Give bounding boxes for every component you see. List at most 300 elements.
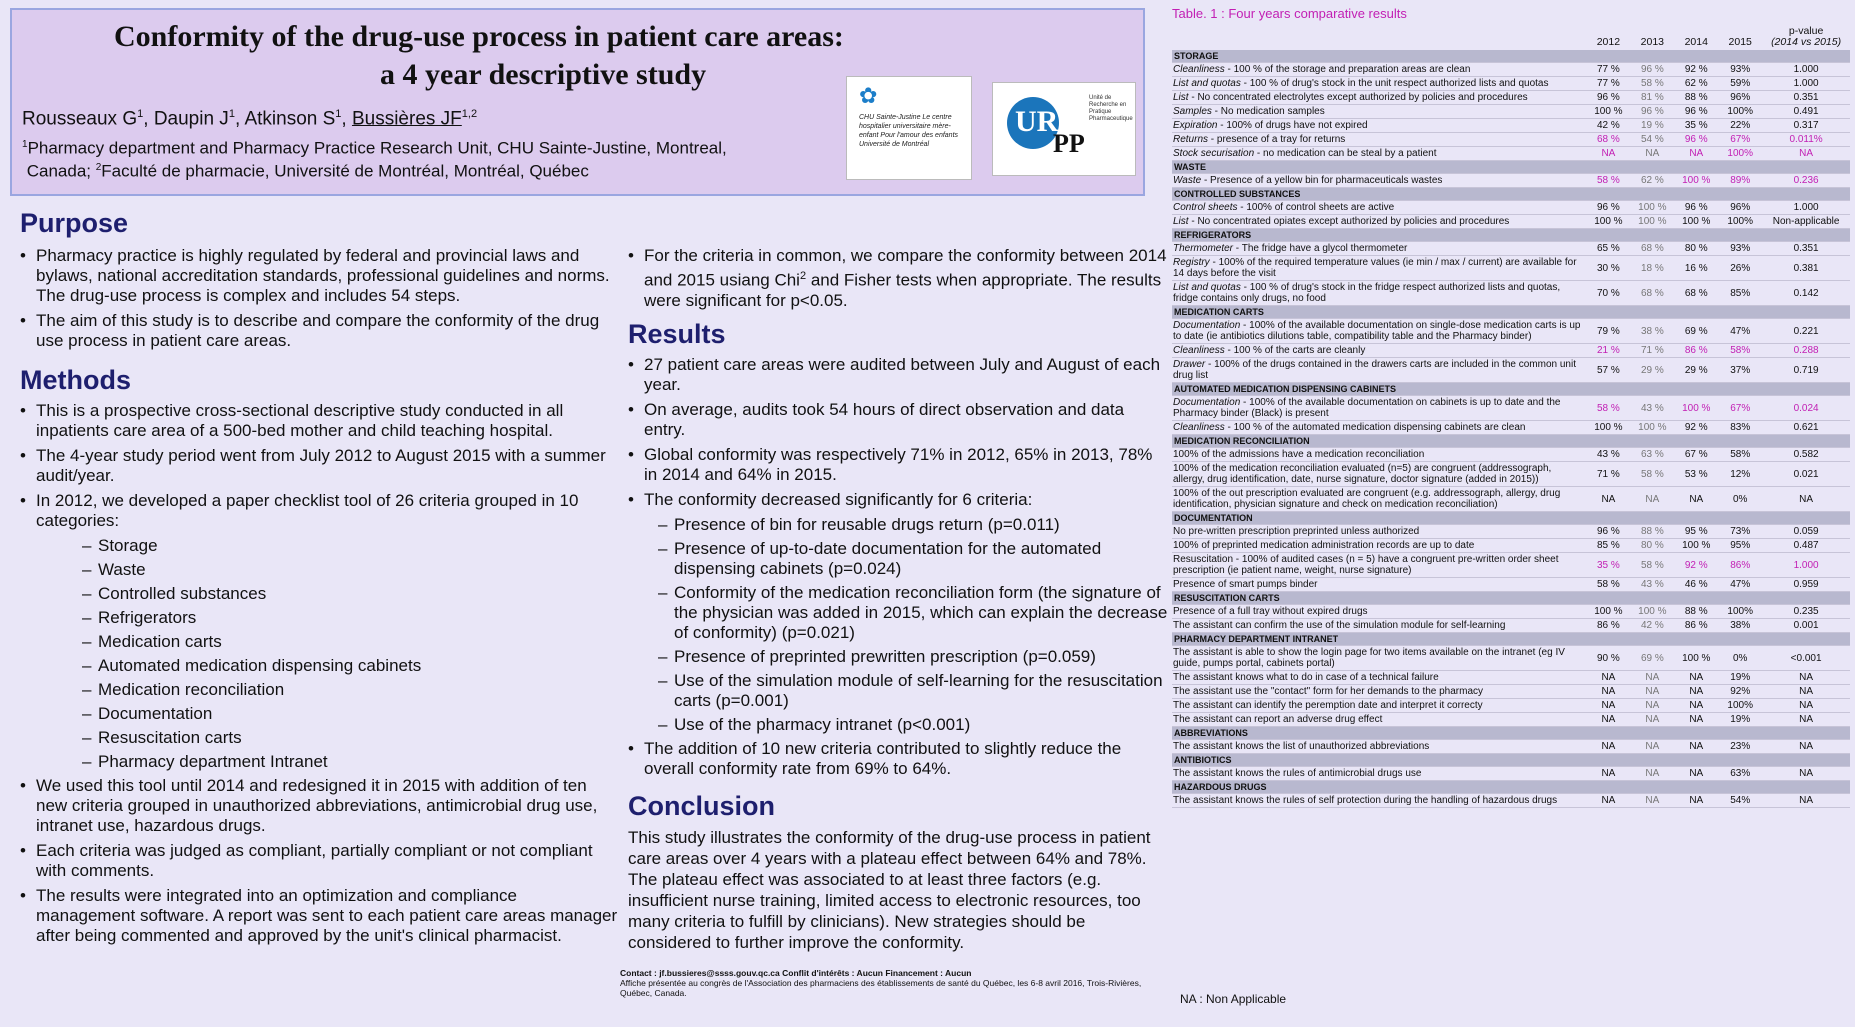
table-row [1172, 671, 1850, 685]
criterion-description: - 100 % of the storage and preparation areas are clean [1224, 64, 1471, 75]
criterion-description: The assistant knows the rules of self protection during the handling of hazardous drugs [1173, 795, 1558, 806]
table-category-row [1172, 435, 1850, 448]
criterion-description: - presence of a tray for returns [1208, 134, 1346, 145]
criterion-title: Control sheets [1173, 202, 1238, 213]
value-cell-2012: NA [1586, 794, 1630, 808]
category-label: ABBREVIATIONS [1172, 727, 1850, 740]
criterion-cell [1172, 358, 1586, 383]
author-3-sup: 1 [335, 108, 342, 120]
pvalue-cell: NA [1762, 699, 1850, 713]
value-cell-2015: 100% [1718, 147, 1762, 161]
value-cell-2015: 100% [1718, 699, 1762, 713]
table-row [1172, 91, 1850, 105]
value-cell-2015: 100% [1718, 215, 1762, 229]
value-cell-2014: NA [1674, 685, 1718, 699]
value-cell-2014: NA [1674, 713, 1718, 727]
contact-line-2: Affiche présentée au congrès de l'Association des pharmaciens des établissements de santé du Québec, les 6-8 avril 2016, Trois-Rivières, Québec, Canada. [620, 978, 1142, 998]
table-category-row [1172, 781, 1850, 794]
poster-header [10, 8, 1145, 196]
category-label: STORAGE [1172, 50, 1850, 63]
value-cell-2012: 100 % [1586, 215, 1630, 229]
criterion-title: List [1173, 92, 1189, 103]
pvalue-cell: NA [1762, 147, 1850, 161]
value-cell-2013: 58 % [1630, 553, 1674, 578]
methods-bullet: • The results were integrated into an optimization and compliance management software. A report was sent to each patient care areas manager after being commented and approved by the unit's clinical pharmacist. [20, 886, 620, 946]
criterion-cell [1172, 671, 1586, 685]
criterion-description: The assistant knows the rules of antimicrobial drugs use [1173, 768, 1422, 779]
criterion-description: 100% of preprinted medication administration records are up to date [1173, 540, 1475, 551]
criterion-cell [1172, 767, 1586, 781]
results-bullet: • On average, audits took 54 hours of direct observation and data entry. [628, 400, 1168, 440]
pvalue-cell: 1.000 [1762, 553, 1850, 578]
criterion-cell [1172, 699, 1586, 713]
value-cell-2013: 96 % [1630, 63, 1674, 77]
value-cell-2013: 43 % [1630, 396, 1674, 421]
criterion-cell [1172, 578, 1586, 592]
author-2-sup: 1 [228, 108, 235, 120]
value-cell-2012: 71 % [1586, 462, 1630, 487]
conclusion-text: This study illustrates the conformity of the drug-use process in patient care areas over 4 years with a plateau effect between 64% and 78%. The plateau effect was associated to at least three factors (e.g. insufficient nurse training, limited access to electronic resources, too many criteria to fulfill by clinicians). New strategies should be considered to further improve the conformity. [628, 827, 1151, 952]
table-category-row [1172, 229, 1850, 242]
methods-bullet: • Each criteria was judged as compliant, partially compliant or not compliant with comments. [20, 841, 620, 881]
criterion-description: - 100 % of the carts are cleanly [1224, 345, 1366, 356]
logo1-text: CHU Sainte-Justine Le centre hospitalier universitaire mère-enfant Pour l'amour des enfants Université de Montréal [859, 114, 959, 148]
pvalue-cell: 0.235 [1762, 605, 1850, 619]
table-category-row [1172, 592, 1850, 605]
value-cell-2013: 68 % [1630, 242, 1674, 256]
criterion-cell [1172, 319, 1586, 344]
category-item: – Automated medication dispensing cabinets [82, 656, 620, 676]
value-cell-2014: 96 % [1674, 201, 1718, 215]
criterion-title: Cleanliness [1173, 345, 1225, 356]
table-row [1172, 396, 1850, 421]
criterion-cell [1172, 91, 1586, 105]
header-pvalue [1762, 24, 1850, 50]
value-cell-2015: 96% [1718, 91, 1762, 105]
contact-info [620, 968, 1160, 998]
criterion-description: - 100% of drugs have not expired [1217, 120, 1368, 131]
value-cell-2012: NA [1586, 487, 1630, 512]
value-cell-2014: 88 % [1674, 605, 1718, 619]
title-line-2: a 4 year descriptive study [380, 58, 707, 91]
criterion-description: The assistant is able to show the login page for two items available on the intranet (eg IV guide, pumps portal, cabinets portal) [1173, 647, 1565, 669]
category-label: WASTE [1172, 161, 1850, 174]
author-list: Rousseaux $G^1$, Daupin $J^1$, Atkinson $S^1$, Bussières JF$^{1,2}$ [22, 108, 478, 130]
purpose-heading: Purpose [20, 208, 129, 238]
methods-bullet: • In 2012, we developed a paper checklist tool of 26 criteria grouped in 10 categories: [20, 491, 620, 531]
value-cell-2015: 47% [1718, 578, 1762, 592]
results-bullet: • Global conformity was respectively 71% in 2012, 65% in 2013, 78% in 2014 and 64% in 2015. [628, 445, 1168, 485]
value-cell-2013: 18 % [1630, 256, 1674, 281]
value-cell-2015: 93% [1718, 63, 1762, 77]
table-row [1172, 319, 1850, 344]
table-row [1172, 605, 1850, 619]
value-cell-2012: 77 % [1586, 77, 1630, 91]
pvalue-cell: 1.000 [1762, 63, 1850, 77]
value-cell-2012: NA [1586, 740, 1630, 754]
criterion-description: No pre-written prescription preprinted unless authorized [1173, 526, 1420, 537]
category-item: – Waste [82, 560, 620, 580]
table-caption: Table. 1 : Four years comparative results [1172, 6, 1407, 21]
criterion-description: The assistant knows what to do in case of a technical failure [1173, 672, 1439, 683]
table-category-row [1172, 383, 1850, 396]
header-pvalue-label: p-value [1788, 25, 1824, 37]
methods-bullet: • We used this tool until 2014 and redesigned it in 2015 with addition of ten new criteria grouped in unauthorized abbreviations, antimicrobial drug use, intranet use, hazardous drugs. [20, 776, 620, 836]
criterion-cell [1172, 281, 1586, 306]
table-row [1172, 147, 1850, 161]
table-row [1172, 713, 1850, 727]
title-line-1: Conformity of the drug-use process in patient care areas: [114, 20, 844, 53]
author-3: Atkinson S [244, 108, 336, 130]
criterion-description: 100% of the out prescription evaluated are congruent (e.g. addressograph, allergy, drug identification, physician signature and check on medication reconciliation) [1173, 488, 1561, 510]
criterion-description: - 100 % of the automated medication dispensing cabinets are clean [1224, 422, 1526, 433]
table-category-row [1172, 188, 1850, 201]
table-row [1172, 242, 1850, 256]
pvalue-cell: NA [1762, 740, 1850, 754]
value-cell-2012: 96 % [1586, 91, 1630, 105]
value-cell-2014: NA [1674, 767, 1718, 781]
pvalue-cell: NA [1762, 713, 1850, 727]
value-cell-2012: NA [1586, 699, 1630, 713]
criterion-title: Expiration [1173, 120, 1218, 131]
value-cell-2014: NA [1674, 671, 1718, 685]
criterion-cell [1172, 133, 1586, 147]
pvalue-cell: 1.000 [1762, 77, 1850, 91]
value-cell-2012: NA [1586, 713, 1630, 727]
stats-list [628, 246, 1168, 311]
criterion-cell [1172, 201, 1586, 215]
value-cell-2014: 46 % [1674, 578, 1718, 592]
criterion-description: - no medication can be steal by a patient [1254, 148, 1437, 159]
value-cell-2012: 57 % [1586, 358, 1630, 383]
value-cell-2012: NA [1586, 671, 1630, 685]
value-cell-2013: 38 % [1630, 319, 1674, 344]
criterion-title: Cleanliness [1173, 422, 1225, 433]
category-item: – Pharmacy department Intranet [82, 752, 620, 772]
value-cell-2015: 54% [1718, 794, 1762, 808]
criterion-description: The assistant knows the list of unauthorized abbreviations [1173, 741, 1430, 752]
value-cell-2014: 35 % [1674, 119, 1718, 133]
value-cell-2014: 88 % [1674, 91, 1718, 105]
value-cell-2014: 100 % [1674, 174, 1718, 188]
criterion-cell [1172, 396, 1586, 421]
value-cell-2012: 100 % [1586, 605, 1630, 619]
value-cell-2014: 69 % [1674, 319, 1718, 344]
value-cell-2013: NA [1630, 147, 1674, 161]
pvalue-cell: 0.021 [1762, 462, 1850, 487]
table-row [1172, 539, 1850, 553]
value-cell-2015: 100% [1718, 105, 1762, 119]
stats-bullet [628, 246, 1168, 311]
criterion-title: List and quotas [1173, 282, 1241, 293]
header-2012: 2012 [1596, 36, 1621, 48]
value-cell-2012: NA [1586, 147, 1630, 161]
criteria-item: – Presence of bin for reusable drugs return (p=0.011) [658, 515, 1168, 535]
value-cell-2012: 68 % [1586, 133, 1630, 147]
affil-1-sup: 1 [22, 139, 28, 150]
value-cell-2015: 73% [1718, 525, 1762, 539]
criterion-cell [1172, 77, 1586, 91]
value-cell-2012: 79 % [1586, 319, 1630, 344]
criterion-description: - 100% of the available documentation on single-dose medication carts is up to date (ie antibiotics dilutions table, compatibility table and the Pharmacy binder) [1173, 320, 1581, 342]
table-category-row [1172, 512, 1850, 525]
table-row [1172, 358, 1850, 383]
value-cell-2015: 100% [1718, 605, 1762, 619]
criterion-description: - 100% of the available documentation on cabinets is up to date and the Pharmacy binder (Black) is present [1173, 397, 1561, 419]
affiliations [22, 135, 862, 180]
criterion-cell [1172, 619, 1586, 633]
pvalue-cell: Non-applicable [1762, 215, 1850, 229]
category-label: REFRIGERATORS [1172, 229, 1850, 242]
value-cell-2013: 19 % [1630, 119, 1674, 133]
value-cell-2015: 63% [1718, 767, 1762, 781]
value-cell-2015: 96% [1718, 201, 1762, 215]
author-2: Daupin J [153, 108, 229, 130]
criterion-cell [1172, 242, 1586, 256]
pvalue-cell: 0.221 [1762, 319, 1850, 344]
middle-column [628, 246, 1168, 953]
criterion-cell [1172, 448, 1586, 462]
criterion-title: Stock securisation [1173, 148, 1255, 159]
criterion-cell [1172, 553, 1586, 578]
criterion-cell [1172, 256, 1586, 281]
value-cell-2014: 86 % [1674, 619, 1718, 633]
table-category-row [1172, 306, 1850, 319]
criterion-description: Presence of a full tray without expired drugs [1173, 606, 1368, 617]
criterion-description: The assistant can confirm the use of the simulation module for self-learning [1173, 620, 1506, 631]
conclusion-heading: Conclusion [628, 790, 775, 821]
pvalue-cell: NA [1762, 767, 1850, 781]
methods-bullet: • The 4-year study period went from July 2012 to August 2015 with a summer audit/year. [20, 446, 620, 486]
results-bullet: • 27 patient care areas were audited between July and August of each year. [628, 355, 1168, 395]
criterion-cell [1172, 487, 1586, 512]
value-cell-2015: 37% [1718, 358, 1762, 383]
pvalue-cell: 0.582 [1762, 448, 1850, 462]
value-cell-2012: NA [1586, 685, 1630, 699]
category-label: AUTOMATED MEDICATION DISPENSING CABINETS [1172, 383, 1850, 396]
criteria-item: – Presence of preprinted prewritten prescription (p=0.059) [658, 647, 1168, 667]
affil-2-sup: 2 [95, 161, 102, 173]
criterion-title: Documentation [1173, 320, 1241, 331]
value-cell-2012: 43 % [1586, 448, 1630, 462]
table-row [1172, 421, 1850, 435]
table-row [1172, 119, 1850, 133]
results-table-panel [1172, 6, 1852, 808]
criterion-cell [1172, 421, 1586, 435]
pvalue-cell: 0.621 [1762, 421, 1850, 435]
value-cell-2014: NA [1674, 794, 1718, 808]
criterion-title: Registry [1173, 257, 1210, 268]
logo-pp-letters: PP [1053, 129, 1085, 158]
table-row [1172, 133, 1850, 147]
affil-2: Faculté de pharmacie, Université de Montréal, Montréal, Québec [101, 161, 589, 181]
table-row [1172, 578, 1850, 592]
table-row [1172, 174, 1850, 188]
value-cell-2014: 100 % [1674, 396, 1718, 421]
pvalue-cell: NA [1762, 794, 1850, 808]
results-heading: Results [628, 318, 726, 349]
pvalue-cell: 0.317 [1762, 119, 1850, 133]
criterion-title: Documentation [1173, 397, 1241, 408]
value-cell-2015: 26% [1718, 256, 1762, 281]
pvalue-cell: 0.011% [1762, 133, 1850, 147]
methods-heading: Methods [20, 365, 131, 395]
value-cell-2015: 83% [1718, 421, 1762, 435]
criterion-description: - 100 % of drug's stock in the fridge respect authorized lists and quotas, fridge contains only drugs, no food [1173, 282, 1561, 304]
criterion-title: Drawer [1173, 359, 1206, 370]
category-label: HAZARDOUS DRUGS [1172, 781, 1850, 794]
value-cell-2012: 85 % [1586, 539, 1630, 553]
category-label: MEDICATION CARTS [1172, 306, 1850, 319]
chu-sainte-justine-logo [846, 76, 972, 180]
value-cell-2015: 0% [1718, 646, 1762, 671]
value-cell-2012: 58 % [1586, 174, 1630, 188]
pvalue-cell: 0.491 [1762, 105, 1850, 119]
table-category-row [1172, 50, 1850, 63]
purpose-bullet: • The aim of this study is to describe and compare the conformity of the drug use process in patient care areas. [20, 311, 620, 351]
value-cell-2014: NA [1674, 740, 1718, 754]
value-cell-2015: 47% [1718, 319, 1762, 344]
value-cell-2012: 58 % [1586, 578, 1630, 592]
value-cell-2012: 58 % [1586, 396, 1630, 421]
table-body [1172, 50, 1850, 808]
table-row [1172, 646, 1850, 671]
criterion-cell [1172, 344, 1586, 358]
criterion-description: - 100% of the drugs contained in the drawers carts are included in the common unit drug list [1173, 359, 1576, 381]
category-label: PHARMACY DEPARTMENT INTRANET [1172, 633, 1850, 646]
criterion-cell [1172, 147, 1586, 161]
value-cell-2014: 92 % [1674, 553, 1718, 578]
criterion-description: - No concentrated opiates except authorized by policies and procedures [1188, 216, 1510, 227]
category-item: – Resuscitation carts [82, 728, 620, 748]
value-cell-2014: 100 % [1674, 646, 1718, 671]
criterion-cell [1172, 539, 1586, 553]
value-cell-2013: 58 % [1630, 77, 1674, 91]
stats-sup: 2 [799, 270, 807, 282]
table-row [1172, 215, 1850, 229]
pvalue-cell: 0.487 [1762, 539, 1850, 553]
criterion-description: - 100 % of drug's stock in the unit respect authorized lists and quotas [1240, 78, 1549, 89]
value-cell-2012: 70 % [1586, 281, 1630, 306]
author-1-sup: 1 [137, 108, 144, 120]
category-label: ANTIBIOTICS [1172, 754, 1850, 767]
value-cell-2013: 68 % [1630, 281, 1674, 306]
value-cell-2013: NA [1630, 487, 1674, 512]
value-cell-2013: NA [1630, 685, 1674, 699]
value-cell-2012: 42 % [1586, 119, 1630, 133]
value-cell-2014: 86 % [1674, 344, 1718, 358]
urpp-logo [992, 82, 1136, 176]
value-cell-2013: 100 % [1630, 605, 1674, 619]
table-row [1172, 63, 1850, 77]
category-label: DOCUMENTATION [1172, 512, 1850, 525]
criterion-cell [1172, 174, 1586, 188]
value-cell-2012: 35 % [1586, 553, 1630, 578]
table-row [1172, 740, 1850, 754]
value-cell-2012: 30 % [1586, 256, 1630, 281]
table-row [1172, 344, 1850, 358]
criterion-description: The assistant can report an adverse drug effect [1173, 714, 1383, 725]
criterion-cell [1172, 646, 1586, 671]
criterion-description: Presence of smart pumps binder [1173, 579, 1318, 590]
value-cell-2013: 42 % [1630, 619, 1674, 633]
criterion-title: Thermometer [1173, 243, 1234, 254]
criteria-item: – Conformity of the medication reconciliation form (the signature of the physician was added in 2015, which can explain the decrease of conformity) (p=0.021) [658, 583, 1168, 643]
value-cell-2014: 29 % [1674, 358, 1718, 383]
value-cell-2012: 96 % [1586, 525, 1630, 539]
header-2014: 2014 [1684, 36, 1708, 48]
value-cell-2012: NA [1586, 767, 1630, 781]
table-category-row [1172, 633, 1850, 646]
category-label: MEDICATION RECONCILIATION [1172, 435, 1850, 448]
value-cell-2014: 53 % [1674, 462, 1718, 487]
author-4: Bussières JF [351, 108, 462, 130]
criterion-description: - No concentrated electrolytes except authorized by policies and procedures [1188, 92, 1528, 103]
value-cell-2014: 92 % [1674, 63, 1718, 77]
pvalue-cell: 0.024 [1762, 396, 1850, 421]
value-cell-2012: 65 % [1586, 242, 1630, 256]
table-row [1172, 105, 1850, 119]
purpose-bullet: • Pharmacy practice is highly regulated by federal and provincial laws and bylaws, national accreditation standards, professional guidelines and norms. The drug-use process is complex and includes 54 steps. [20, 246, 620, 306]
criterion-description: Resuscitation - 100% of audited cases (n = 5) have a congruent pre-written order sheet prescription (ie patient name, weight, nurse signature) [1173, 554, 1559, 576]
value-cell-2015: 22% [1718, 119, 1762, 133]
value-cell-2013: 29 % [1630, 358, 1674, 383]
author-1: Rousseaux G [22, 108, 138, 130]
criterion-cell [1172, 740, 1586, 754]
criterion-title: List [1173, 216, 1189, 227]
value-cell-2013: 54 % [1630, 133, 1674, 147]
value-cell-2014: 67 % [1674, 448, 1718, 462]
criterion-cell [1172, 794, 1586, 808]
pvalue-cell: 0.719 [1762, 358, 1850, 383]
pvalue-cell: 0.959 [1762, 578, 1850, 592]
pvalue-cell: NA [1762, 487, 1850, 512]
pvalue-cell: 0.288 [1762, 344, 1850, 358]
value-cell-2013: 100 % [1630, 215, 1674, 229]
criteria-item: – Use of the simulation module of self-learning for the resuscitation carts (p=0.001) [658, 671, 1168, 711]
value-cell-2013: NA [1630, 794, 1674, 808]
header-criterion [1172, 24, 1586, 50]
value-cell-2015: 89% [1718, 174, 1762, 188]
value-cell-2013: 81 % [1630, 91, 1674, 105]
value-cell-2013: 80 % [1630, 539, 1674, 553]
header-2013: 2013 [1640, 36, 1665, 48]
value-cell-2014: 100 % [1674, 215, 1718, 229]
value-cell-2013: NA [1630, 713, 1674, 727]
table-row [1172, 201, 1850, 215]
criterion-title: Returns [1173, 134, 1209, 145]
criterion-cell [1172, 63, 1586, 77]
criterion-description: 100% of the admissions have a medication reconciliation [1173, 449, 1425, 460]
value-cell-2015: 0% [1718, 487, 1762, 512]
category-item: – Storage [82, 536, 620, 556]
category-item: – Medication reconciliation [82, 680, 620, 700]
value-cell-2015: 38% [1718, 619, 1762, 633]
category-item: – Refrigerators [82, 608, 620, 628]
value-cell-2013: 88 % [1630, 525, 1674, 539]
value-cell-2012: 21 % [1586, 344, 1630, 358]
logo2-text: Unité de Recherche en Pratique Pharmaceutique [1089, 95, 1133, 122]
poster-title [32, 18, 1152, 94]
table-row [1172, 281, 1850, 306]
value-cell-2014: NA [1674, 147, 1718, 161]
table-row [1172, 462, 1850, 487]
table-footnote: NA : Non Applicable [1180, 992, 1287, 1006]
methods-bullet: • This is a prospective cross-sectional descriptive study conducted in all inpatients care area of a 500-bed mother and child teaching hospital. [20, 401, 620, 441]
pvalue-cell: 0.142 [1762, 281, 1850, 306]
header-pvalue-sub: (2014 vs 2015) [1771, 36, 1842, 48]
methods-list [20, 401, 620, 946]
